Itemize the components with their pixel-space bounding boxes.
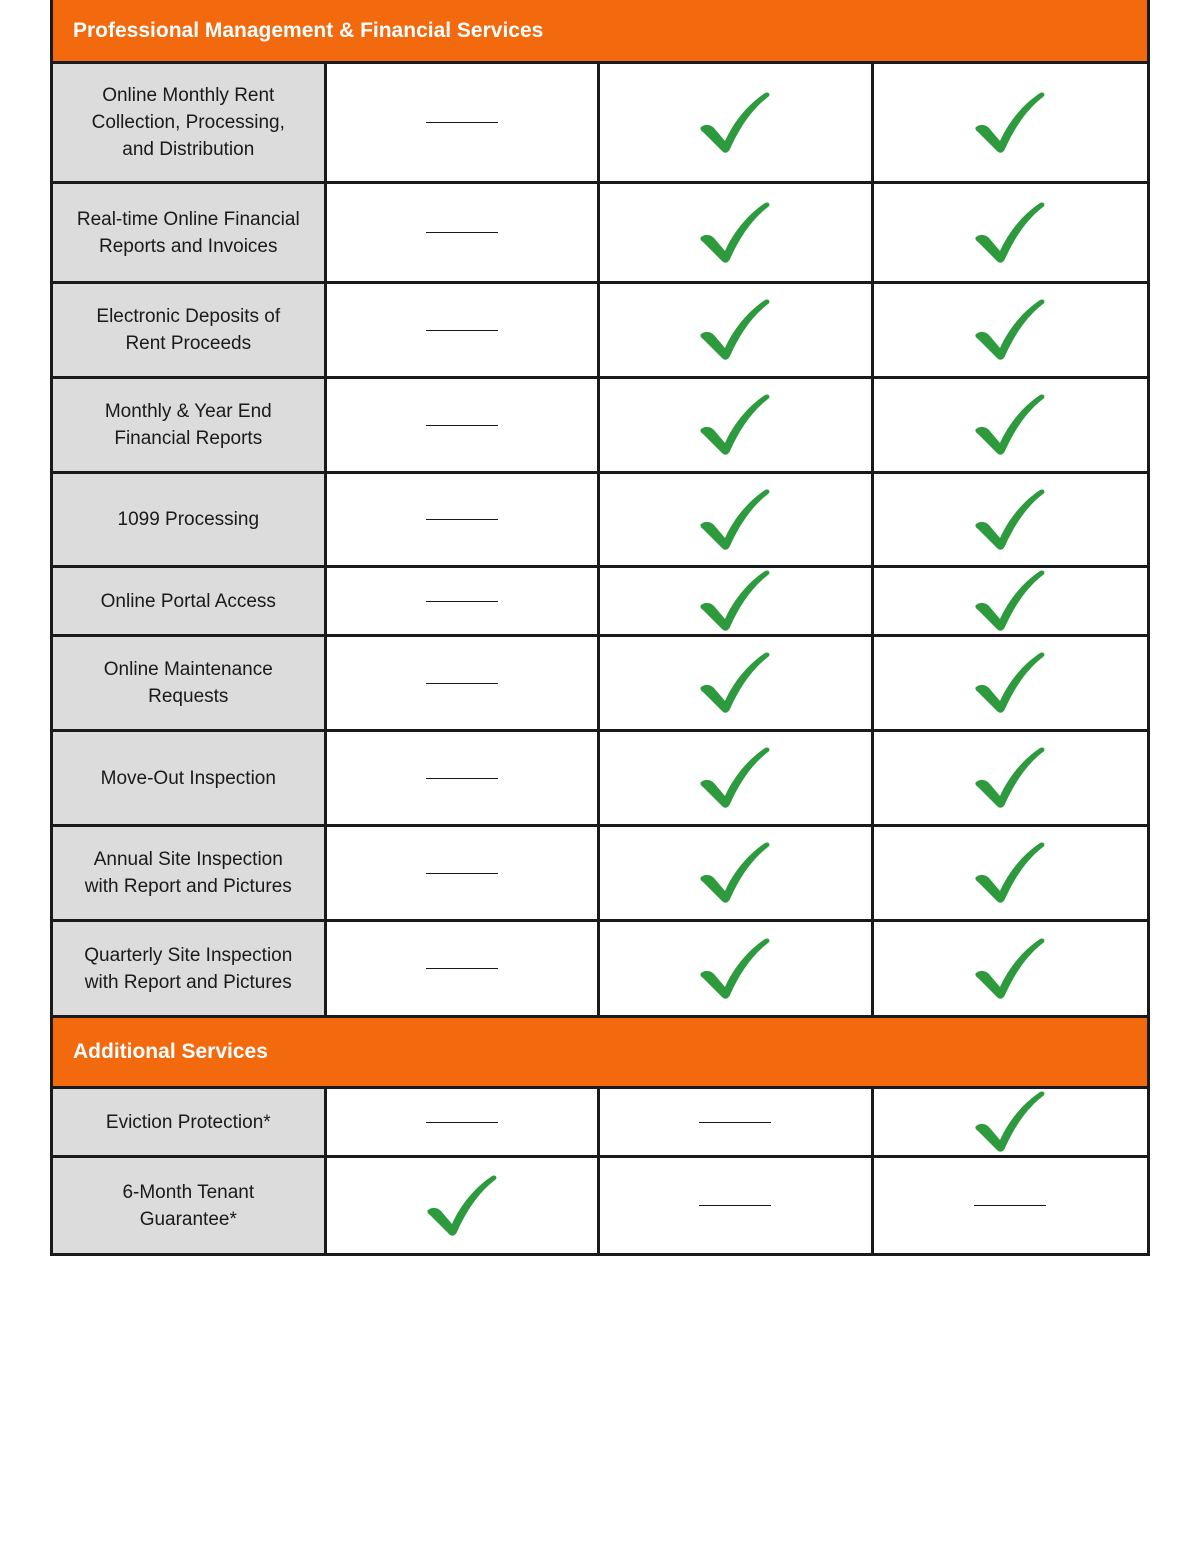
dash-icon [426,330,498,331]
plan-cell-1 [327,474,600,565]
plan-cell-3 [874,922,1147,1015]
plan-cell-3 [874,568,1147,634]
plan-cell-1 [327,568,600,634]
plan-cell-2 [600,637,873,729]
plan-cell-2 [600,1158,873,1253]
plan-cell-1 [327,1089,600,1155]
checkmark-icon [699,937,771,1001]
plan-cell-3 [874,1089,1147,1155]
table-row [53,922,1147,1018]
table-row [53,732,1147,827]
checkmark-icon [974,841,1046,905]
dash-icon [426,519,498,520]
plan-cell-2 [600,284,873,376]
dash-icon [699,1122,771,1123]
plan-cell-1 [327,284,600,376]
plan-cell-3 [874,1158,1147,1253]
service-label-text: Move-Out Inspection [100,767,276,789]
service-label [53,827,327,919]
checkmark-icon [426,1174,498,1238]
service-label-text: Quarterly Site Inspection with Report and Pictures [84,944,293,993]
service-label [53,64,327,181]
service-label-text: 1099 Processing [117,509,260,530]
plan-cell-3 [874,474,1147,565]
plan-cell-3 [874,379,1147,471]
section-header [53,1018,1147,1089]
table-row [53,1158,1147,1253]
plan-cell-1 [327,732,600,824]
checkmark-icon [699,91,771,155]
checkmark-icon [974,393,1046,457]
plan-cell-1 [327,827,600,919]
services-comparison-table [50,0,1150,1256]
dash-icon [426,122,498,123]
checkmark-icon [699,488,771,552]
service-label [53,637,327,729]
dash-icon [426,778,498,779]
checkmark-icon [699,298,771,362]
plan-cell-1 [327,184,600,281]
service-label-text: Annual Site Inspection with Report and Pictures [84,849,292,897]
plan-cell-2 [600,379,873,471]
dash-icon [426,968,498,969]
table-row [53,379,1147,474]
dash-icon [974,1205,1046,1206]
checkmark-icon [699,569,771,633]
table-row [53,827,1147,922]
checkmark-icon [974,569,1046,633]
service-label [53,474,327,565]
checkmark-icon [974,91,1046,155]
service-label-text: Real-time Online Financial Reports and Invoices [76,208,300,257]
plan-cell-3 [874,284,1147,376]
service-label-text: Online Maintenance Requests [103,659,273,707]
plan-cell-2 [600,64,873,181]
plan-cell-3 [874,827,1147,919]
service-label [53,379,327,471]
section-title: Additional Services [73,1040,268,1063]
service-label-text: 6-Month Tenant Guarantee* [122,1181,255,1230]
plan-cell-2 [600,184,873,281]
plan-cell-1 [327,1158,600,1253]
checkmark-icon [699,393,771,457]
plan-cell-2 [600,568,873,634]
plan-cell-3 [874,637,1147,729]
service-label [53,732,327,824]
dash-icon [426,1122,498,1123]
service-label-text: Online Portal Access [100,590,276,612]
dash-icon [426,601,498,602]
plan-cell-1 [327,637,600,729]
checkmark-icon [974,746,1046,810]
checkmark-icon [974,651,1046,715]
dash-icon [426,683,498,684]
plan-cell-1 [327,379,600,471]
table-row [53,637,1147,732]
checkmark-icon [974,1090,1046,1154]
table-row [53,284,1147,379]
plan-cell-2 [600,1089,873,1155]
table-row [53,568,1147,637]
checkmark-icon [974,488,1046,552]
checkmark-icon [699,651,771,715]
section-title: Professional Management & Financial Services [73,18,544,42]
service-label-text: Monthly & Year End Financial Reports [104,401,272,449]
service-label [53,922,327,1015]
table-row [53,1089,1147,1158]
plan-cell-3 [874,64,1147,181]
plan-cell-3 [874,184,1147,281]
checkmark-icon [699,746,771,810]
plan-cell-1 [327,64,600,181]
service-label-text: Online Monthly Rent Collection, Processing, and Distribution [91,85,285,160]
checkmark-icon [699,201,771,265]
service-label [53,184,327,281]
plan-cell-3 [874,732,1147,824]
service-label [53,1158,327,1253]
checkmark-icon [699,841,771,905]
dash-icon [699,1205,771,1206]
service-label [53,284,327,376]
table-row [53,64,1147,184]
plan-cell-2 [600,732,873,824]
table-row [53,184,1147,284]
service-label-text: Eviction Protection* [105,1111,271,1133]
dash-icon [426,425,498,426]
plan-cell-1 [327,922,600,1015]
plan-cell-2 [600,827,873,919]
plan-cell-2 [600,474,873,565]
checkmark-icon [974,298,1046,362]
dash-icon [426,873,498,874]
checkmark-icon [974,201,1046,265]
dash-icon [426,232,498,233]
service-label [53,1089,327,1155]
section-header [53,0,1147,64]
plan-cell-2 [600,922,873,1015]
checkmark-icon [974,937,1046,1001]
service-label-text: Electronic Deposits of Rent Proceeds [96,306,281,354]
service-label [53,568,327,634]
table-row [53,474,1147,568]
